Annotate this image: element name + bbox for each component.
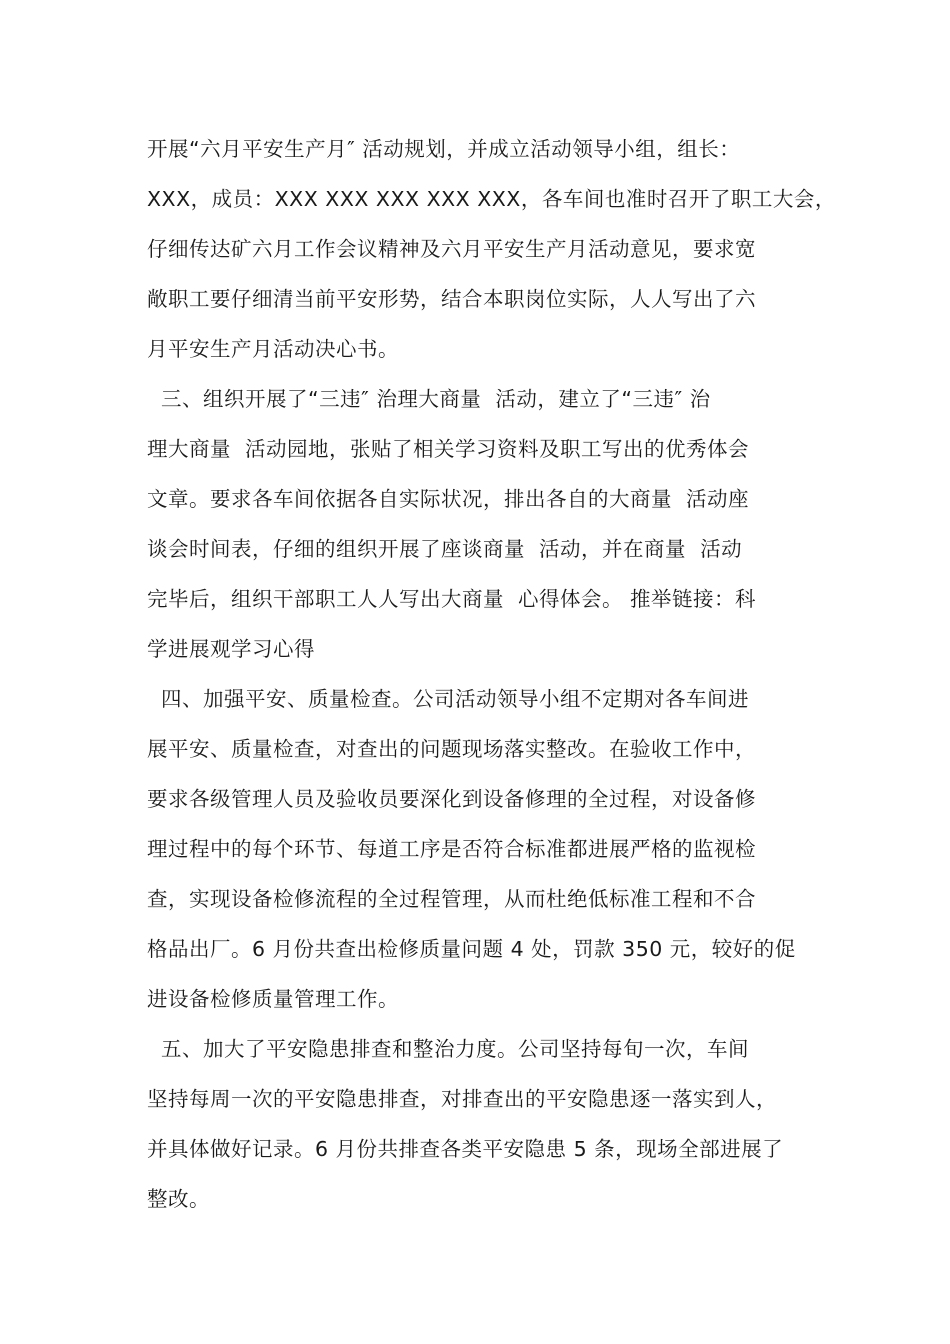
paragraph-line: 理过程中的每个环节、每道工序是否符合标准都进展严格的监视检	[147, 837, 756, 861]
paragraph-line: 查，实现设备检修流程的全过程管理，从而杜绝低标准工程和不合	[147, 887, 756, 911]
paragraph-line: 月平安生产月活动决心书。	[147, 337, 399, 361]
paragraph-line: 文章。要求各车间依据各自实际状况，排出各自的大商量 活动座	[147, 487, 750, 511]
paragraph-line: 开展“六月平安生产月″ 活动规划，并成立活动领导小组，组长：	[147, 137, 741, 161]
paragraph-line: 展平安、质量检查，对查出的问题现场落实整改。在验收工作中，	[147, 737, 756, 761]
paragraph-line: XXX，成员：XXX XXX XXX XXX XXX，各车间也准时召开了职工大会，	[147, 187, 836, 211]
paragraph-line: 学进展观学习心得	[147, 637, 315, 661]
paragraph-line: 四、加强平安、质量检查。公司活动领导小组不定期对各车间进	[147, 687, 750, 711]
paragraph-line: 整改。	[147, 1187, 210, 1211]
paragraph-line: 谈会时间表，仔细的组织开展了座谈商量 活动，并在商量 活动	[147, 537, 743, 561]
paragraph-line: 仔细传达矿六月工作会议精神及六月平安生产月活动意见，要求宽	[147, 237, 756, 261]
paragraph-line: 敞职工要仔细清当前平安形势，结合本职岗位实际，人人写出了六	[147, 287, 756, 311]
paragraph-line: 五、加大了平安隐患排查和整治力度。公司坚持每旬一次，车间	[147, 1037, 750, 1061]
paragraph-line: 坚持每周一次的平安隐患排查，对排查出的平安隐患逐一落实到人，	[147, 1087, 777, 1111]
paragraph-line: 完毕后，组织干部职工人人写出大商量 心得体会。 推举链接：科	[147, 587, 757, 611]
paragraph-line: 要求各级管理人员及验收员要深化到设备修理的全过程，对设备修	[147, 787, 756, 811]
paragraph-line: 格品出厂。6 月份共查出检修质量问题 4 处，罚款 350 元，较好的促	[147, 937, 796, 961]
paragraph-line: 进设备检修质量管理工作。	[147, 987, 399, 1011]
paragraph-line: 理大商量 活动园地，张贴了相关学习资料及职工写出的优秀体会	[147, 437, 750, 461]
paragraph-line: 三、组织开展了“三违″ 治理大商量 活动，建立了“三违″ 治	[147, 387, 711, 411]
paragraph-line: 并具体做好记录。6 月份共排查各类平安隐患 5 条，现场全部进展了	[147, 1137, 784, 1161]
